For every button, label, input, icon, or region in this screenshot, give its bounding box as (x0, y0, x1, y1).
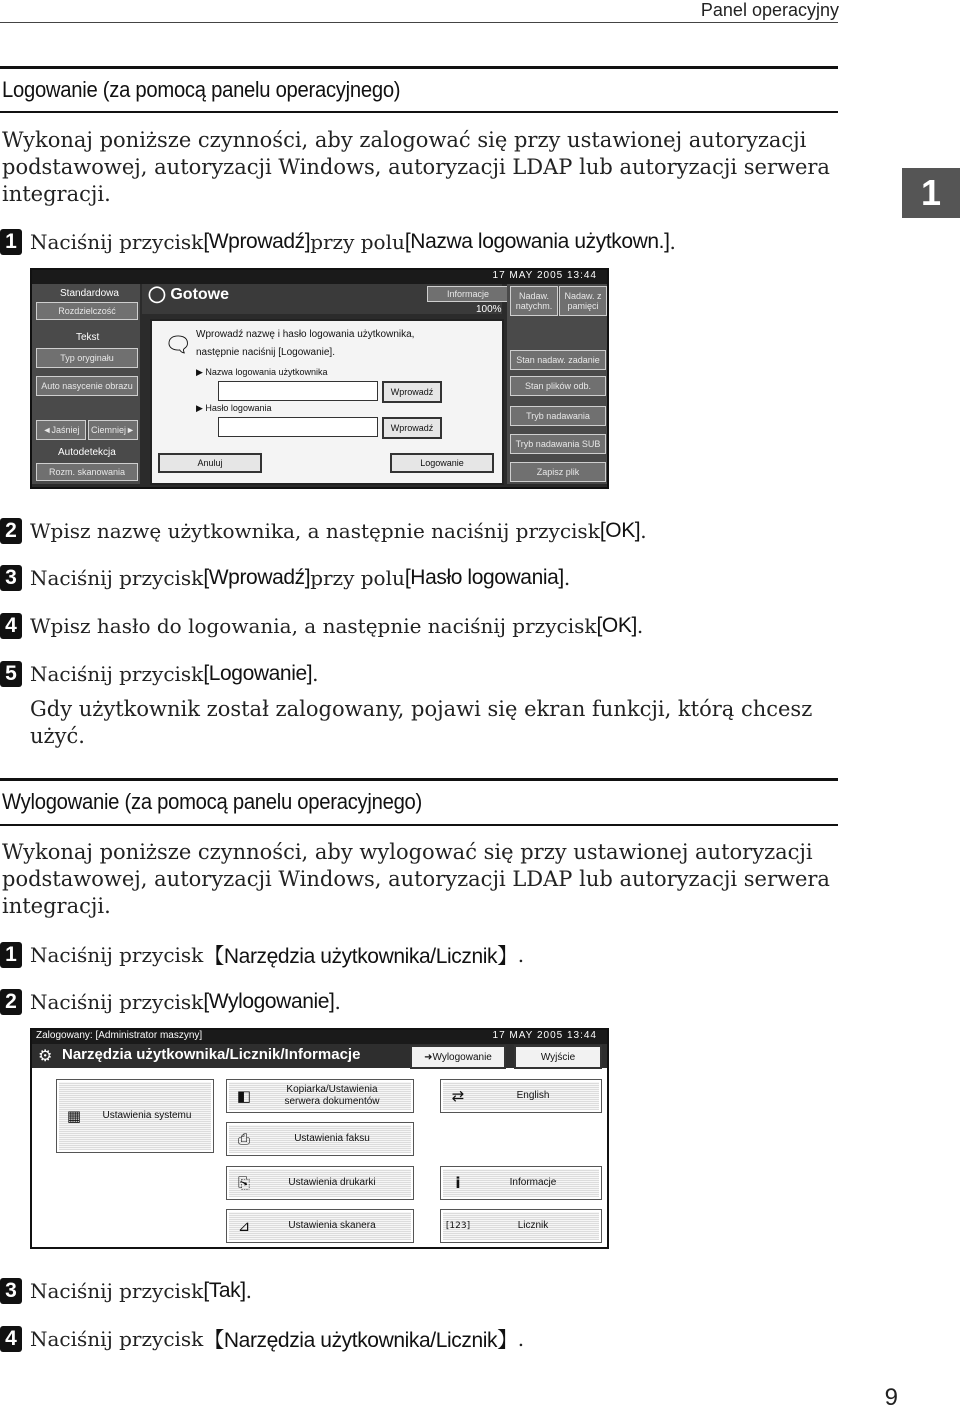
page-number: 9 (884, 1384, 898, 1411)
step-number: 2 (0, 989, 22, 1015)
tile-label: Ustawienia systemu (102, 1110, 192, 1121)
text-line: użyć. (30, 724, 85, 748)
tile-label: Licznik (517, 1220, 549, 1231)
step-1 (0, 225, 676, 259)
step-text: . (334, 990, 341, 1014)
screen-date: 17 MAY 2005 13:44 (492, 270, 597, 281)
logged-in-user: Zalogowany: [Administrator maszyny] (36, 1030, 203, 1041)
step-text: . (636, 614, 644, 638)
language-icon: ⇄ (451, 1087, 465, 1105)
info-bubble-icon: 🗨 (164, 333, 192, 358)
user-tools-screen-screenshot (30, 1028, 609, 1249)
key-name: 【Narzędzia użytkownika/Licznik】 (203, 1329, 518, 1352)
tile-label: Ustawienia drukarki (288, 1177, 376, 1188)
step-text: przy polu (310, 566, 405, 590)
text-line: integracji. (2, 894, 111, 918)
step-number: 4 (0, 1326, 22, 1352)
text-line: Wykonaj poniższe czynności, aby zalogować się przy ustawionej autoryzacji (2, 128, 807, 152)
intro-paragraph-logout (2, 839, 852, 920)
cancel-button[interactable]: Anuluj (158, 453, 262, 473)
status-text (148, 284, 229, 304)
text-line: podstawowej, autoryzacji Windows, autoryzacji LDAP lub autoryzacji serwera (2, 155, 830, 179)
key-name: [OK] (596, 614, 637, 637)
tile-label: Ustawienia skanera (288, 1220, 376, 1231)
step-5 (0, 657, 319, 691)
logout-button[interactable]: ➜Wylogowanie (410, 1045, 506, 1069)
tx-mode-sub-button[interactable]: Tryb nadawania SUB (510, 434, 606, 454)
key-name: [Nazwa logowania użytkown.] (404, 230, 670, 253)
tx-status-button[interactable]: Stan nadaw. zadanie (510, 350, 606, 370)
memory-tx-button[interactable]: Nadaw. z pamięci (559, 286, 607, 316)
tile-label-line: Kopiarka/Ustawienia (286, 1084, 378, 1095)
ready-icon: ◯ (148, 286, 166, 303)
section-title-login: Logowanie (za pomocą panelu operacyjnego) (2, 77, 401, 102)
text-line: integracji. (2, 182, 111, 206)
tx-mode-button[interactable]: Tryb nadawania (510, 406, 606, 426)
intro-paragraph-login (2, 127, 852, 208)
counter-icon: [123] (445, 1221, 471, 1231)
username-field[interactable] (218, 381, 378, 401)
password-field[interactable] (218, 417, 378, 437)
original-type-label: Tekst (76, 332, 100, 343)
logout-step-3 (0, 1274, 252, 1308)
step-text: . (517, 943, 525, 967)
tile-label: English (516, 1090, 550, 1101)
info-icon: i (455, 1174, 461, 1192)
step-4 (0, 609, 643, 643)
step-text: Naciśnij przycisk (30, 943, 204, 967)
key-name: [Wprowadź] (203, 230, 311, 253)
text-line: Gdy użytkownik został zalogowany, pojawi się ekran funkcji, którą chcesz (30, 697, 813, 721)
step-text: . (669, 230, 676, 254)
login-dialog (150, 319, 504, 485)
immediate-tx-button[interactable]: Nadaw. natychm. (510, 286, 558, 316)
information-button[interactable]: Informacje (427, 286, 509, 302)
enter-username-button[interactable]: Wprowadź (382, 381, 442, 403)
fax-icon: ⎙ (237, 1130, 250, 1148)
step-number: 1 (0, 229, 22, 255)
fax-settings-tile[interactable] (226, 1122, 414, 1156)
screen-title: Narzędzia użytkownika/Licznik/Informacje (62, 1046, 361, 1063)
printer-settings-tile[interactable] (226, 1166, 414, 1200)
information-tile[interactable] (440, 1166, 602, 1200)
printer-icon: ⎘ (237, 1174, 250, 1192)
resolution-button[interactable]: Rozdzielczość (36, 302, 138, 320)
section-title-logout: Wylogowanie (za pomocą panelu operacyjnego) (2, 789, 422, 814)
copier-settings-tile[interactable] (226, 1079, 414, 1113)
scan-size-label: Autodetekcja (58, 447, 116, 458)
running-header: Panel operacyjny (700, 0, 839, 20)
key-name: [Logowanie] (203, 662, 313, 685)
copier-icon: ◧ (236, 1087, 252, 1105)
section-rule (0, 66, 838, 69)
password-label: ▶ Hasło logowania (196, 403, 272, 413)
step-text: . (640, 519, 647, 543)
chapter-tab: 1 (902, 168, 960, 218)
scan-size-button[interactable]: Rozm. skanowania (36, 463, 138, 481)
step-text: Wpisz nazwę użytkownika, a następnie naciśnij przycisk (30, 519, 600, 543)
tile-label: Ustawienia faksu (294, 1133, 370, 1144)
user-tools-icon: ⚙ (38, 1048, 53, 1065)
key-name: [Hasło logowania] (404, 566, 564, 589)
screen-date: 17 MAY 2005 13:44 (492, 1030, 597, 1041)
section-rule (0, 824, 838, 826)
step-text: Naciśnij przycisk (30, 1327, 204, 1351)
lighter-button[interactable]: ◄Jaśniej (36, 420, 86, 440)
step-text: Naciśnij przycisk (30, 230, 204, 254)
login-screen-screenshot (30, 268, 609, 489)
store-file-button[interactable]: Zapisz plik (510, 462, 606, 482)
step-text: Naciśnij przycisk (30, 662, 204, 686)
key-name: [Wylogowanie] (203, 990, 335, 1013)
step-number: 3 (0, 565, 22, 591)
tile-label: Informacje (509, 1177, 557, 1188)
key-name: [Wprowadź] (203, 566, 311, 589)
scanner-settings-tile[interactable] (226, 1209, 414, 1243)
username-label: ▶ Nazwa logowania użytkownika (196, 367, 328, 377)
step-text: Naciśnij przycisk (30, 990, 204, 1014)
status-label: Gotowe (170, 286, 230, 303)
logout-step-2 (0, 985, 341, 1019)
step-text: Wpisz hasło do logowania, a następnie naciśnij przycisk (30, 614, 597, 638)
system-settings-tile[interactable] (56, 1079, 214, 1153)
scanner-icon: ⊿ (237, 1217, 251, 1235)
step-number: 3 (0, 1278, 22, 1304)
exit-button[interactable]: Wyjście (514, 1045, 602, 1069)
section-rule (0, 111, 838, 113)
step-text: Naciśnij przycisk (30, 1279, 204, 1303)
key-name: [Tak] (203, 1279, 246, 1302)
language-tile[interactable] (440, 1079, 602, 1113)
counter-tile[interactable] (440, 1209, 602, 1243)
logout-step-4 (0, 1322, 524, 1356)
memory-percent: 100% (476, 304, 502, 315)
section-rule (0, 778, 838, 781)
tile-label (261, 1084, 413, 1108)
step-text: . (245, 1279, 253, 1303)
result-note (30, 696, 850, 750)
step-text: Naciśnij przycisk (30, 566, 204, 590)
step-3 (0, 561, 570, 595)
step-text: . (312, 662, 319, 686)
key-name: 【Narzędzia użytkownika/Licznik】 (203, 945, 518, 968)
step-number: 1 (0, 942, 22, 968)
step-number: 4 (0, 613, 22, 639)
text-line: Wykonaj poniższe czynności, aby wylogować się przy ustawionej autoryzacji (2, 840, 813, 864)
tile-label-line: serwera dokumentów (284, 1096, 380, 1107)
step-number: 5 (0, 661, 22, 687)
logout-step-1 (0, 938, 524, 972)
step-text: przy polu (310, 230, 405, 254)
dialog-message-line: Wprowadź nazwę i hasło logowania użytkownika, (196, 329, 415, 340)
enter-password-button[interactable]: Wprowadź (382, 417, 442, 439)
auto-density-button[interactable]: Auto nasycenie obrazu (36, 376, 138, 396)
original-type-button[interactable]: Typ oryginału (36, 348, 138, 368)
step-text: . (517, 1327, 525, 1351)
darker-button[interactable]: Ciemniej► (88, 420, 138, 440)
resolution-label: Standardowa (60, 288, 119, 299)
login-button[interactable]: Logowanie (390, 453, 494, 473)
header-rule (0, 22, 838, 23)
step-text: . (563, 566, 571, 590)
system-settings-icon: ▦ (66, 1107, 82, 1125)
step-2 (0, 514, 647, 548)
text-line: podstawowej, autoryzacji Windows, autoryzacji LDAP lub autoryzacji serwera (2, 867, 830, 891)
rx-file-status-button[interactable]: Stan plików odb. (510, 376, 606, 396)
dialog-message-line: następnie naciśnij [Logowanie]. (196, 347, 335, 358)
step-number: 2 (0, 518, 22, 544)
key-name: [OK] (599, 519, 641, 542)
